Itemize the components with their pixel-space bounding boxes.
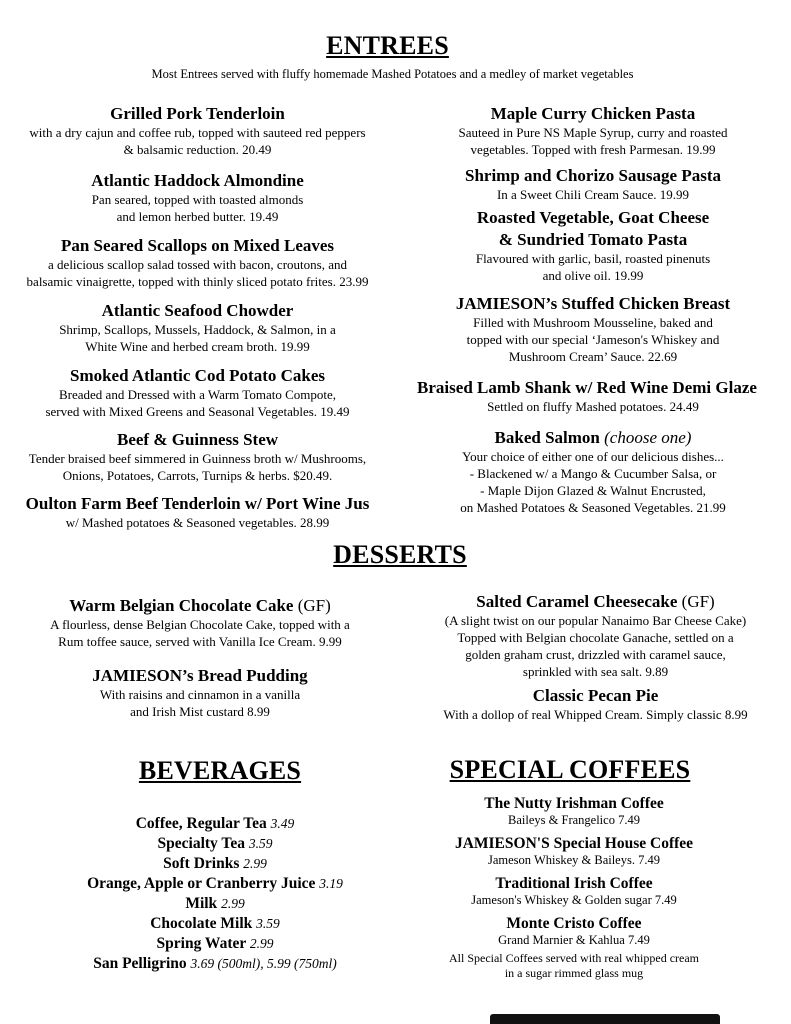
item-desc: and Irish Mist custard 8.99: [130, 704, 270, 719]
menu-item: [400, 592, 791, 686]
menu-item: [0, 366, 395, 430]
beverage-item: [0, 954, 430, 974]
item-desc: w/ Mashed potatoes & Seasoned vegetables. 28.99: [65, 515, 330, 530]
beverage-item: [0, 834, 430, 854]
menu-item: [395, 208, 791, 294]
item-desc: Sauteed in Pure NS Maple Syrup, curry and roasted: [458, 125, 728, 140]
beverage-item: [0, 914, 430, 934]
item-desc: Pan seared, topped with toasted almonds: [91, 192, 304, 207]
entrees-subtitle: Most Entrees served with fluffy homemade Mashed Potatoes and a medley of market vegetables: [151, 67, 634, 81]
item-name: Atlantic Seafood Chowder: [101, 301, 294, 320]
coffee-desc: Jameson's Whiskey & Golden sugar 7.49: [471, 893, 677, 907]
item-desc: and lemon herbed butter. 19.49: [116, 209, 279, 224]
item-desc: & balsamic reduction. 20.49: [123, 142, 272, 157]
item-name-line2: & Sundried Tomato Pasta: [498, 230, 688, 249]
item-desc: Flavoured with garlic, basil, roasted pinenuts: [475, 251, 711, 266]
menu-item: [0, 494, 395, 531]
item-name: Grilled Pork Tenderloin: [110, 104, 285, 123]
desserts-left-column: [0, 596, 400, 720]
entrees-right-column: [395, 104, 791, 516]
item-name: Atlantic Haddock Almondine: [91, 171, 304, 190]
item-desc: Breaded and Dressed with a Warm Tomato Compote,: [59, 387, 336, 402]
coffees-title: SPECIAL COFFEES: [449, 755, 691, 784]
item-name: Smoked Atlantic Cod Potato Cakes: [69, 366, 325, 385]
coffee-item: [410, 835, 738, 875]
menu-item: [395, 104, 791, 166]
beverage-price: 2.99: [249, 936, 274, 951]
item-desc: Rum toffee sauce, served with Vanilla Ice Cream. 9.99: [58, 634, 342, 649]
coffee-desc: Baileys & Frangelico 7.49: [508, 813, 640, 827]
gf-tag: (GF): [681, 592, 715, 611]
page-edge-mark: [490, 1014, 720, 1024]
item-desc: balsamic vinaigrette, topped with thinly sliced potato frites. 23.99: [26, 274, 369, 289]
coffee-item: [410, 795, 738, 835]
coffees-note: All Special Coffees served with real whipped cream: [448, 951, 700, 965]
beverage-item: [0, 854, 430, 874]
item-name: Warm Belgian Chocolate Cake: [69, 596, 294, 615]
beverage-name: Milk: [185, 895, 218, 912]
item-desc: Your choice of either one of our delicious dishes...: [462, 449, 724, 464]
coffees-list: [410, 795, 738, 981]
item-desc: Onions, Potatoes, Carrots, Turnips & herbs. $20.49.: [62, 468, 333, 483]
beverage-price: 3.59: [256, 916, 280, 931]
item-name: Oulton Farm Beef Tenderloin w/ Port Wine Jus: [25, 494, 370, 513]
item-desc: - Maple Dijon Glazed & Walnut Encrusted,: [480, 483, 706, 498]
item-desc: with a dry cajun and coffee rub, topped with sauteed red peppers: [29, 125, 366, 140]
menu-item: [395, 378, 791, 428]
menu-item-salmon: [395, 428, 791, 516]
item-choose-note: (choose one): [604, 428, 692, 447]
beverage-item: [0, 814, 430, 834]
item-name: Maple Curry Chicken Pasta: [490, 104, 696, 123]
beverage-price: 3.49: [270, 816, 295, 831]
beverage-price: 2.99: [243, 856, 267, 871]
beverages-title: BEVERAGES: [138, 756, 302, 785]
beverage-item: [0, 894, 430, 914]
item-name: Salted Caramel Cheesecake: [476, 592, 678, 611]
item-desc: With raisins and cinnamon in a vanilla: [99, 687, 301, 702]
menu-item: [0, 596, 400, 666]
coffee-name: Monte Cristo Coffee: [506, 915, 642, 932]
item-desc: Topped with Belgian chocolate Ganache, settled on a: [457, 630, 734, 645]
item-desc: In a Sweet Chili Cream Sauce. 19.99: [496, 187, 690, 202]
desserts-title: DESSERTS: [333, 540, 467, 569]
coffee-item: [410, 915, 738, 951]
menu-item: [0, 171, 395, 236]
item-desc: on Mashed Potatoes & Seasoned Vegetables. 21.99: [460, 500, 726, 515]
item-name: Beef & Guinness Stew: [116, 430, 279, 449]
item-desc: Tender braised beef simmered in Guinness broth w/ Mushrooms,: [28, 451, 367, 466]
menu-item: [395, 294, 791, 378]
coffee-item: [410, 875, 738, 915]
coffee-name: The Nutty Irishman Coffee: [484, 795, 664, 812]
item-desc: (A slight twist on our popular Nanaimo Bar Cheese Cake): [444, 613, 747, 628]
item-desc: and olive oil. 19.99: [542, 268, 644, 283]
menu-item: [0, 430, 395, 494]
beverage-item: [0, 874, 430, 894]
item-desc: vegetables. Topped with fresh Parmesan. 19.99: [470, 142, 716, 157]
item-desc: - Blackened w/ a Mango & Cucumber Salsa, or: [469, 466, 717, 481]
beverage-name: Soft Drinks: [163, 855, 240, 872]
item-name: Pan Seared Scallops on Mixed Leaves: [60, 236, 335, 255]
beverages-list: [0, 814, 430, 974]
menu-item: [395, 166, 791, 208]
item-desc: a delicious scallop salad tossed with bacon, croutons, and: [48, 257, 347, 272]
item-desc: With a dollop of real Whipped Cream. Simply classic 8.99: [443, 707, 748, 722]
beverage-name: Chocolate Milk: [150, 915, 253, 932]
entrees-left-column: [0, 104, 395, 531]
item-desc: served with Mixed Greens and Seasonal Vegetables. 19.49: [45, 404, 350, 419]
coffees-note: in a sugar rimmed glass mug: [504, 966, 644, 980]
coffee-desc: Jameson Whiskey & Baileys. 7.49: [488, 853, 660, 867]
menu-item: [400, 686, 791, 723]
item-name: JAMIESON’s Bread Pudding: [92, 666, 308, 685]
item-desc: A flourless, dense Belgian Chocolate Cake, topped with a: [50, 617, 350, 632]
beverage-name: Specialty Tea: [157, 835, 245, 852]
menu-item: [0, 666, 400, 720]
beverage-price: 3.69 (500ml), 5.99 (750ml): [190, 956, 337, 971]
beverage-name: San Pelligrino: [93, 955, 187, 972]
item-desc: Shrimp, Scallops, Mussels, Haddock, & Salmon, in a: [59, 322, 336, 337]
beverage-name: Orange, Apple or Cranberry Juice: [87, 875, 316, 892]
item-desc: golden graham crust, drizzled with caramel sauce,: [465, 647, 726, 662]
gf-tag: (GF): [297, 596, 331, 615]
coffee-name: Traditional Irish Coffee: [495, 875, 653, 892]
item-name: Braised Lamb Shank w/ Red Wine Demi Glaze: [417, 378, 757, 397]
menu-item: [0, 301, 395, 366]
menu-item: [0, 236, 395, 301]
coffee-name: JAMIESON'S Special House Coffee: [454, 835, 694, 852]
item-name: Classic Pecan Pie: [532, 686, 659, 705]
item-desc: Settled on fluffy Mashed potatoes. 24.49: [487, 399, 699, 414]
item-desc: Mushroom Cream’ Sauce. 22.69: [508, 349, 678, 364]
entrees-title: ENTREES: [326, 31, 449, 60]
item-desc: sprinkled with sea salt. 9.89: [522, 664, 669, 679]
item-desc: White Wine and herbed cream broth. 19.99: [85, 339, 310, 354]
beverage-price: 2.99: [221, 896, 245, 911]
beverage-name: Coffee, Regular Tea: [135, 815, 267, 832]
item-desc: Filled with Mushroom Mousseline, baked and: [473, 315, 713, 330]
beverage-item: [0, 934, 430, 954]
beverage-price: 3.59: [248, 836, 273, 851]
desserts-right-column: [400, 592, 791, 723]
item-name: Shrimp and Chorizo Sausage Pasta: [465, 166, 721, 185]
item-name: Baked Salmon: [494, 428, 600, 447]
menu-item: [0, 104, 395, 171]
item-name: Roasted Vegetable, Goat Cheese: [476, 208, 710, 227]
coffee-desc: Grand Marnier & Kahlua 7.49: [498, 933, 650, 947]
item-desc: topped with our special ‘Jameson's Whiskey and: [466, 332, 720, 347]
beverage-price: 3.19: [319, 876, 343, 891]
item-name: JAMIESON’s Stuffed Chicken Breast: [455, 294, 731, 313]
beverage-name: Spring Water: [156, 935, 246, 952]
